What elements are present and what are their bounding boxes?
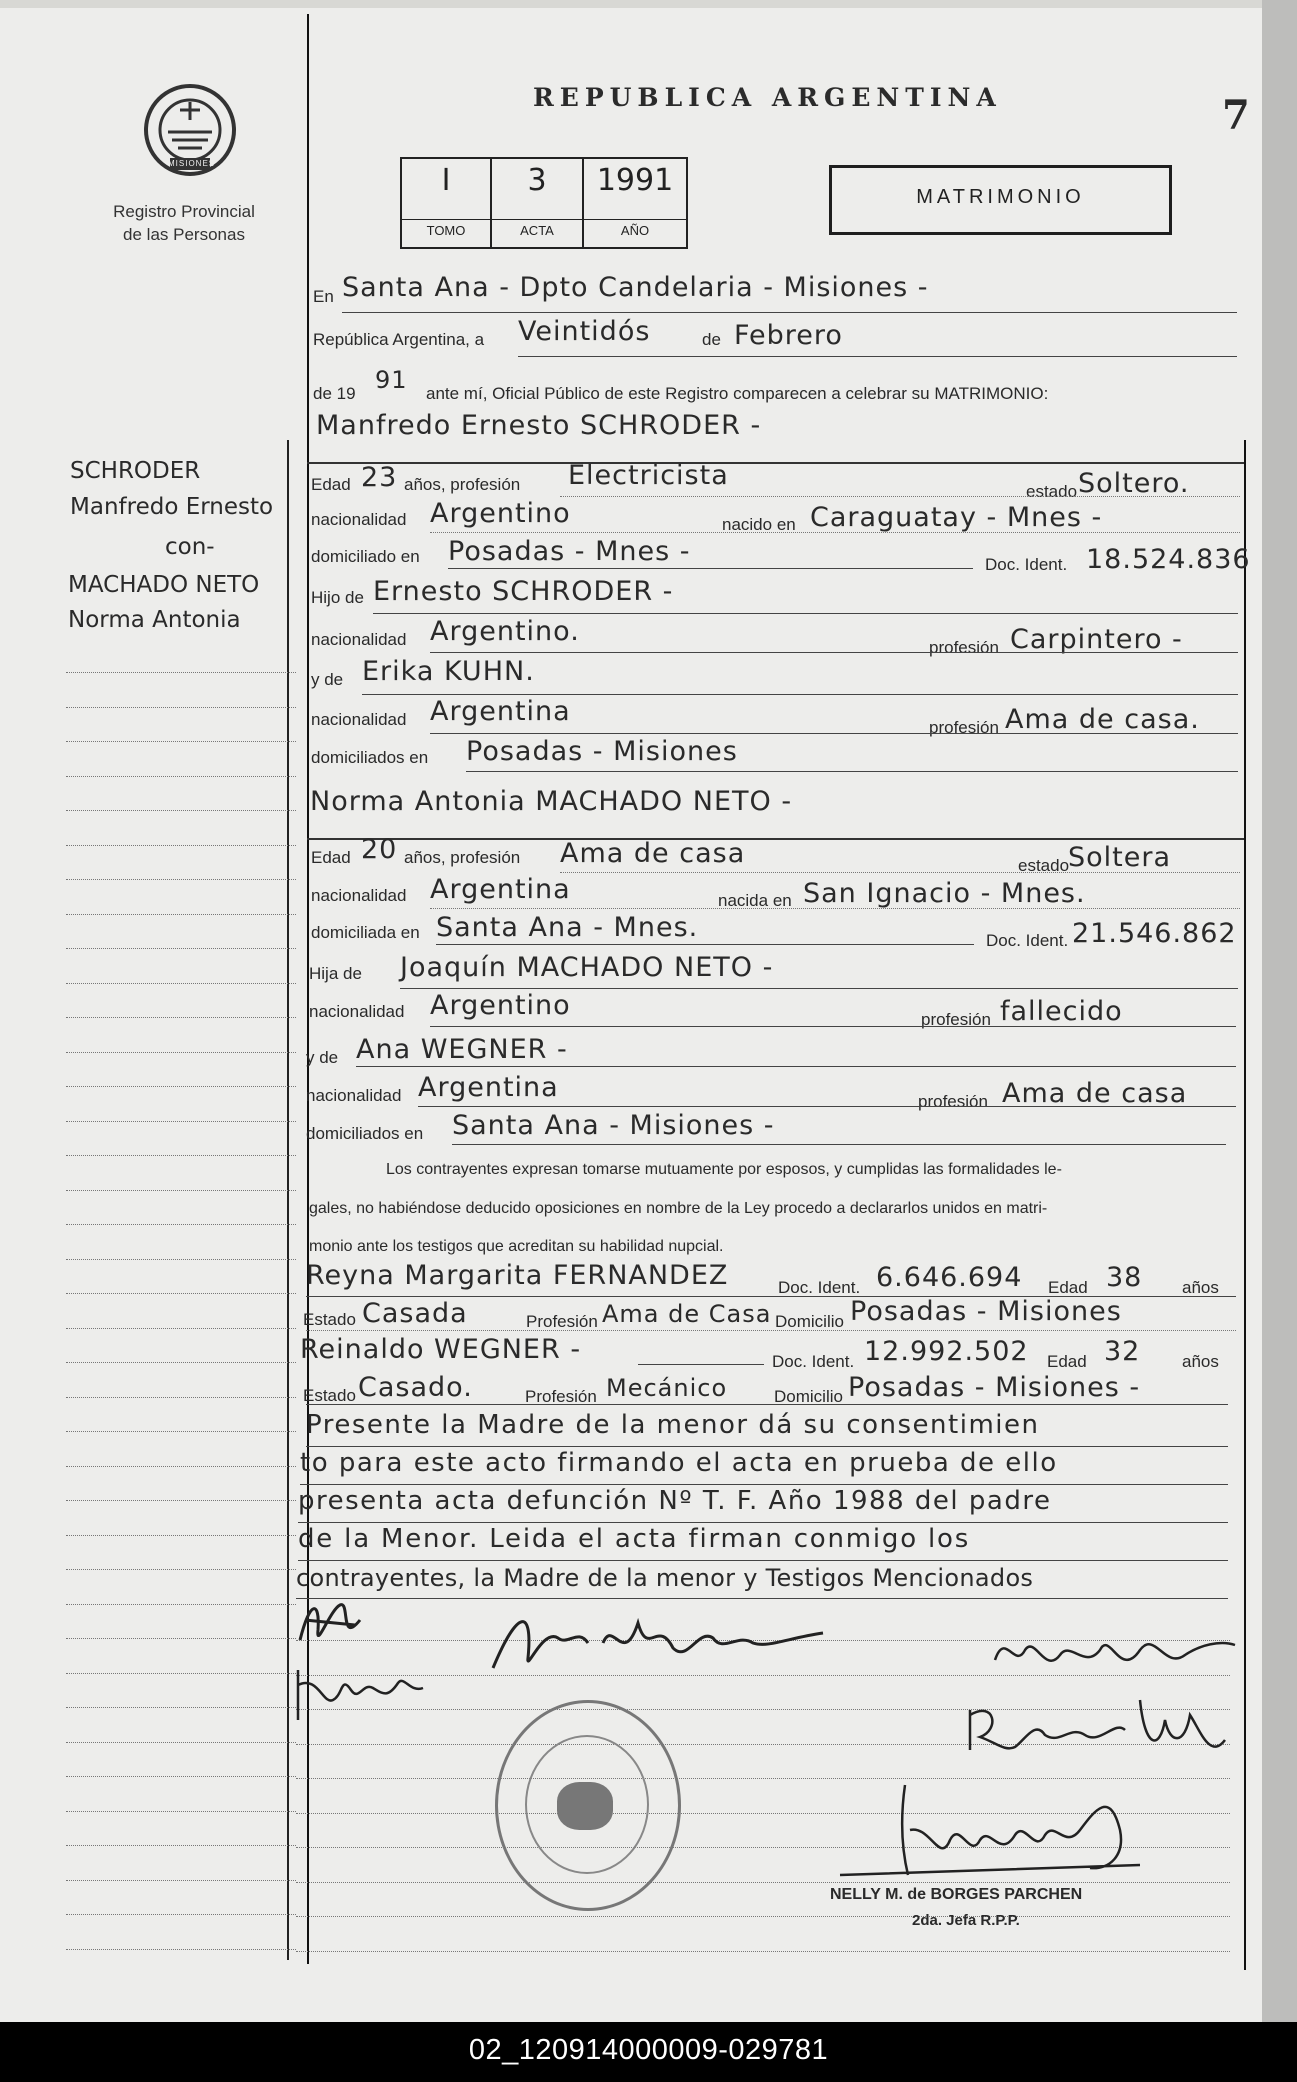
witness2-edad-label: Edad	[1047, 1352, 1087, 1371]
logo-text: MISIONES	[168, 159, 216, 168]
groom-nacido-label: nacido en	[722, 515, 796, 534]
bride-parents-domicile: Santa Ana - Misiones -	[452, 1110, 775, 1141]
tomo-value: I	[441, 163, 451, 198]
seal-emblem	[557, 1782, 613, 1830]
declaration-line1: Los contrayentes expresan tomarse mutuamente por esposos, y cumplidas las formalidades le-	[386, 1161, 1062, 1178]
groom-mother-nac-label: nacionalidad	[311, 710, 407, 729]
note-line1-rule	[306, 1446, 1228, 1447]
groom-birthplace: Caraguatay - Mnes -	[810, 502, 1103, 533]
place-fill	[342, 312, 1237, 313]
bride-father-prof-label: profesión	[921, 1010, 991, 1029]
margin-con: con-	[165, 534, 215, 560]
groom-mother-line-fill	[430, 733, 1238, 734]
margin-rule	[66, 1155, 296, 1156]
bride-domicile: Santa Ana - Mnes.	[436, 912, 699, 943]
declaration-line3: monio ante los testigos que acreditan su habilidad nupcial.	[309, 1238, 724, 1255]
margin-surname: SCHRODER	[70, 458, 201, 484]
scan-edge	[1262, 0, 1297, 2022]
witness1-dom-label: Domicilio	[775, 1312, 844, 1331]
year-prefix: de 19	[313, 384, 356, 403]
groom-age: 23	[361, 462, 398, 493]
groom-mother-fill	[362, 694, 1238, 695]
groom-anos-prof-label: años, profesión	[404, 475, 521, 494]
margin-rule	[66, 707, 296, 708]
left-outer-rule	[287, 440, 289, 1960]
signature-official	[810, 1780, 1150, 1890]
groom-line1-fill	[560, 496, 1240, 497]
official-seal	[495, 1700, 680, 1910]
date-fill	[518, 356, 1237, 357]
margin-rule	[66, 741, 296, 742]
bride-doc-label: Doc. Ident.	[986, 931, 1069, 950]
groom-father-line-fill	[430, 652, 1238, 653]
margin-rule	[66, 1569, 296, 1570]
bride-name: Norma Antonia MACHADO NETO -	[310, 786, 793, 817]
groom-father-profession: Carpintero -	[1010, 624, 1183, 655]
witness1-doc: 6.646.694	[876, 1262, 1023, 1293]
margin-rule	[66, 1707, 296, 1708]
bride-mother-nac-label: nacionalidad	[306, 1086, 402, 1105]
witness1-line2-fill	[306, 1330, 1236, 1331]
bride-dom-fill	[436, 944, 974, 945]
groom-line2-fill	[430, 532, 1240, 533]
margin-rule	[66, 1017, 296, 1018]
witness2-dom-label: Domicilio	[774, 1387, 843, 1406]
margin-rule	[66, 879, 296, 880]
bride-father-profession: fallecido	[1000, 996, 1123, 1027]
registry-name	[88, 200, 280, 246]
witness1-estado-label: Estado	[303, 1310, 356, 1329]
margin-rule	[66, 1362, 296, 1363]
witness1-estado: Casada	[362, 1298, 468, 1329]
margin-rule	[66, 1949, 296, 1950]
note-line4-rule	[298, 1560, 1228, 1561]
declaration-line2: gales, no habiéndose deducido oposiciones en nombre de la Ley procedo a declararlos unidos en matri-	[309, 1200, 1048, 1217]
margin-rule	[66, 914, 296, 915]
groom-dom-fill	[448, 568, 973, 569]
margin-rule	[66, 1880, 296, 1881]
bride-nationality: Argentina	[430, 874, 571, 905]
margin-rule	[66, 1638, 296, 1639]
body-rule	[296, 1778, 1230, 1779]
body-rule	[296, 1916, 1230, 1917]
margin-rule	[66, 1776, 296, 1777]
witness2-name: Reinaldo WEGNER -	[300, 1334, 582, 1365]
witness2-domicile: Posadas - Misiones -	[848, 1372, 1141, 1403]
bride-age: 20	[361, 834, 398, 865]
margin-rule	[66, 1121, 296, 1122]
bride-father-fill	[400, 988, 1238, 989]
groom-section-rule	[307, 462, 1244, 464]
margin-rule	[66, 810, 296, 811]
groom-domicile: Posadas - Mnes -	[448, 536, 691, 567]
witness2-estado: Casado.	[358, 1372, 473, 1403]
bride-mother-nationality: Argentina	[418, 1072, 559, 1103]
signature-bride	[290, 1660, 440, 1730]
document-type: MATRIMONIO	[916, 186, 1085, 208]
groom-parents-dom-label: domiciliados en	[311, 748, 429, 767]
margin-rule	[66, 1500, 296, 1501]
image-code-bar	[0, 2022, 1297, 2082]
groom-name: Manfredo Ernesto SCHRODER -	[316, 410, 762, 441]
groom-doc-label: Doc. Ident.	[985, 555, 1068, 574]
margin-rule	[66, 1086, 296, 1087]
bride-estado-label: estado	[1018, 856, 1070, 875]
groom-dom-label: domiciliado en	[311, 547, 420, 566]
registry-name-line1: Registro Provincial	[113, 202, 255, 221]
margin-rule	[66, 1293, 296, 1294]
margin-rule	[66, 1811, 296, 1812]
margin-rule	[66, 1328, 296, 1329]
note-line2-rule	[300, 1484, 1228, 1485]
witness1-profession: Ama de Casa	[602, 1300, 772, 1328]
bride-father-line-fill	[430, 1026, 1236, 1027]
margin-rule	[66, 776, 296, 777]
bride-birthplace: San Ignacio - Mnes.	[803, 878, 1086, 909]
margin-given-names: Manfredo Ernesto	[70, 494, 274, 520]
margin-rule	[66, 1431, 296, 1432]
bride-parents-fill	[452, 1144, 1226, 1145]
bride-edad-label: Edad	[311, 848, 351, 867]
witness2-prof-label: Profesión	[525, 1387, 597, 1406]
register-box	[400, 157, 688, 249]
margin-rule	[66, 1052, 296, 1053]
right-outer-rule	[1244, 440, 1246, 1970]
month: Febrero	[734, 320, 843, 351]
witness2-doc-label: Doc. Ident.	[772, 1352, 855, 1371]
groom-parents-domicile: Posadas - Misiones	[466, 736, 738, 767]
opening-statement: ante mí, Oficial Público de este Registro comparecen a celebrar su MATRIMONIO:	[426, 384, 1049, 403]
republic-label: República Argentina, a	[313, 330, 485, 349]
margin-bride-surname: MACHADO NETO	[68, 572, 260, 598]
witness2-estado-label: Estado	[303, 1386, 356, 1405]
witness1-age: 38	[1106, 1262, 1143, 1293]
groom-nationality: Argentino	[430, 498, 571, 529]
groom-father-nationality: Argentino.	[430, 616, 580, 647]
en-label: En	[313, 287, 334, 306]
groom-hijo-label: Hijo de	[311, 588, 364, 607]
margin-rule	[66, 1466, 296, 1467]
margin-rule	[66, 1397, 296, 1398]
note-line2: to para este acto firmando el acta en prueba de ello	[300, 1448, 1058, 1478]
margin-rule	[66, 1604, 296, 1605]
note-line3: presenta acta defunción Nº T. F. Año 1988 del padre	[298, 1486, 1052, 1516]
ano-cell	[584, 159, 686, 247]
witness2-name-fill	[638, 1364, 764, 1365]
acta-value: 3	[527, 163, 547, 198]
margin-rule	[66, 1224, 296, 1225]
groom-profession: Electricista	[568, 460, 729, 491]
bride-line2-fill	[430, 908, 1240, 909]
margin-rule	[66, 1673, 296, 1674]
witness2-anos-label: años	[1182, 1352, 1219, 1371]
bride-profession: Ama de casa	[560, 838, 746, 869]
witness1-doc-label: Doc. Ident.	[778, 1278, 861, 1297]
note-line3-rule	[298, 1522, 1228, 1523]
bride-anos-prof-label: años, profesión	[404, 848, 521, 867]
witness1-prof-label: Profesión	[526, 1312, 598, 1331]
tomo-label: TOMO	[402, 219, 490, 238]
ano-label: AÑO	[584, 219, 686, 238]
bride-doc: 21.546.862	[1072, 918, 1237, 949]
witness2-age: 32	[1104, 1336, 1141, 1367]
note-line1: Presente la Madre de la menor dá su consentimien	[306, 1410, 1040, 1440]
margin-rule	[66, 672, 296, 673]
bride-mother-line-fill	[418, 1106, 1236, 1107]
margin-rule	[66, 1190, 296, 1191]
signature-mother	[488, 1598, 828, 1688]
groom-mother: Erika KUHN.	[362, 656, 535, 687]
margin-rule	[66, 1845, 296, 1846]
bride-hija-label: Hija de	[309, 964, 362, 983]
body-rule	[296, 1951, 1230, 1952]
bride-section-rule	[307, 838, 1244, 840]
witness2-profession: Mecánico	[606, 1374, 728, 1402]
margin-bride-names: Norma Antonia	[68, 607, 241, 633]
bride-dom-label: domiciliada en	[311, 923, 420, 942]
bride-line1-fill	[560, 872, 1240, 873]
bride-mother-prof-label: profesión	[918, 1092, 988, 1111]
witness2-doc: 12.992.502	[864, 1336, 1029, 1367]
bride-nac-label: nacionalidad	[311, 886, 407, 905]
groom-estado-label: estado	[1026, 482, 1078, 501]
year-suffix: 91	[375, 366, 408, 394]
groom-yde-label: y de	[311, 670, 344, 689]
bride-parents-dom-label: domiciliados en	[306, 1124, 424, 1143]
witness1-anos-label: años	[1182, 1278, 1219, 1297]
signature-witness2	[965, 1690, 1235, 1770]
signature-witness1	[990, 1620, 1240, 1690]
groom-mother-prof-label: profesión	[929, 718, 999, 737]
day: Veintidós	[518, 316, 651, 347]
bride-yde-label: y de	[306, 1048, 339, 1067]
bride-estado: Soltera	[1068, 842, 1172, 873]
acta-cell	[492, 159, 584, 247]
bride-father-nationality: Argentino	[430, 990, 571, 1021]
bride-mother: Ana WEGNER -	[356, 1034, 568, 1065]
groom-parents-fill	[466, 771, 1238, 772]
place: Santa Ana - Dpto Candelaria - Misiones -	[342, 272, 929, 303]
witness1-name: Reyna Margarita FERNANDEZ	[306, 1260, 729, 1291]
margin-rule	[66, 1742, 296, 1743]
tomo-cell	[402, 159, 492, 247]
witness1-edad-label: Edad	[1048, 1278, 1088, 1297]
note-line4: de la Menor. Leida el acta firman conmigo los	[298, 1524, 971, 1554]
bride-mother-fill	[356, 1066, 1236, 1067]
misiones-logo	[140, 80, 240, 180]
official-name: NELLY M. de BORGES PARCHEN	[830, 1886, 1083, 1903]
witness1-domicile: Posadas - Misiones	[850, 1296, 1122, 1327]
groom-mother-nationality: Argentina	[430, 696, 571, 727]
registry-name-line2: de las Personas	[123, 225, 245, 244]
margin-rule	[66, 1535, 296, 1536]
document-type-box	[829, 165, 1172, 235]
signature-groom	[290, 1590, 370, 1660]
groom-nac-label: nacionalidad	[311, 510, 407, 529]
country-title: REPUBLICA ARGENTINA	[533, 83, 1002, 112]
groom-father-nac-label: nacionalidad	[311, 630, 407, 649]
groom-father-fill	[373, 613, 1238, 614]
note-line5: contrayentes, la Madre de la menor y Testigos Mencionados	[296, 1564, 1034, 1592]
groom-doc: 18.524.836	[1086, 544, 1251, 575]
official-title: 2da. Jefa R.P.P.	[912, 1912, 1020, 1929]
margin-rule	[66, 948, 296, 949]
bride-mother-profession: Ama de casa	[1002, 1078, 1188, 1109]
acta-label: ACTA	[492, 219, 582, 238]
bride-father-nac-label: nacionalidad	[309, 1002, 405, 1021]
ano-value: 1991	[596, 163, 674, 198]
bride-father: Joaquín MACHADO NETO -	[400, 952, 774, 983]
witness2-line2-fill	[306, 1404, 1228, 1405]
margin-rule	[66, 983, 296, 984]
groom-estado: Soltero.	[1078, 468, 1190, 499]
margin-rule	[66, 845, 296, 846]
page-number: 7	[1222, 92, 1250, 139]
de-label: de	[702, 330, 721, 349]
bride-nacida-label: nacida en	[718, 891, 792, 910]
groom-edad-label: Edad	[311, 475, 351, 494]
margin-rule	[66, 1914, 296, 1915]
image-code: 02_120914000009-029781	[468, 2034, 829, 2066]
margin-rule	[66, 1259, 296, 1260]
groom-father: Ernesto SCHRODER -	[373, 576, 674, 607]
groom-father-prof-label: profesión	[929, 638, 999, 657]
groom-mother-profession: Ama de casa.	[1005, 704, 1200, 735]
